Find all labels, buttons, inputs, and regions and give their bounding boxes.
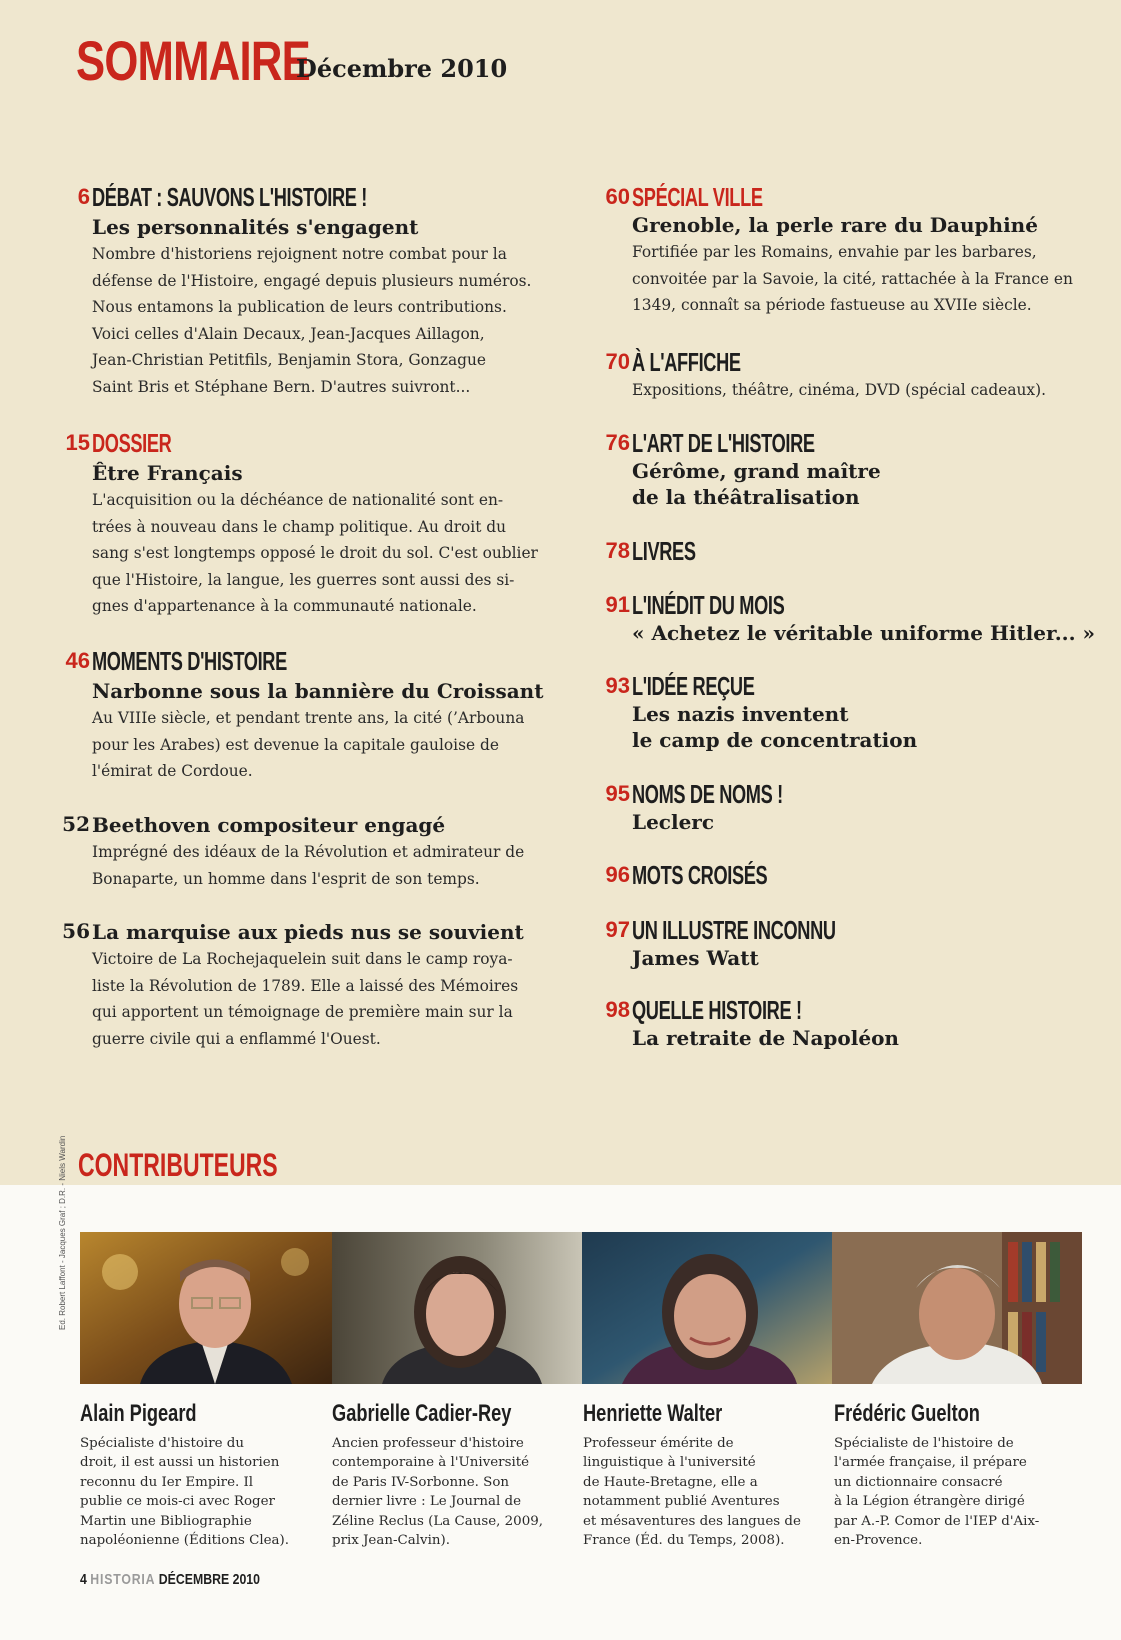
page-number: 60 xyxy=(605,184,630,209)
contributor-photo-cadier-rey xyxy=(332,1232,582,1384)
article-title: Grenoble, la perle rare du Dauphiné xyxy=(632,213,1038,237)
section-category: L'INÉDIT DU MOIS xyxy=(632,590,785,620)
bio-line: dernier livre : Le Journal de xyxy=(332,1494,522,1510)
section-category: DÉBAT : SAUVONS L'HISTOIRE ! xyxy=(92,182,367,212)
contributor-bio xyxy=(583,1434,815,1550)
desc-line: pour les Arabes) est devenue la capitale gauloise de xyxy=(92,735,499,754)
section-category: MOTS CROISÉS xyxy=(632,860,768,890)
contributor-photo-pigeard xyxy=(80,1232,332,1384)
bio-line: par A.-P. Comor de l'IEP d'Aix- xyxy=(834,1513,1040,1529)
desc-line: défense de l'Histoire, engagé depuis plusieurs numéros. xyxy=(92,271,532,290)
page-number: 76 xyxy=(605,430,630,455)
bio-line: France (Éd. du Temps, 2008). xyxy=(583,1533,785,1549)
article-title: de la théâtralisation xyxy=(632,485,860,509)
toc-entry-marquise[interactable] xyxy=(56,919,556,1059)
toc-entry-idee-recue[interactable] xyxy=(596,673,1096,753)
page-number: 98 xyxy=(605,997,630,1022)
article-title: James Watt xyxy=(632,946,759,970)
article-title: Les personnalités s'engagent xyxy=(92,215,419,239)
footer-page-number: 4 xyxy=(80,1571,87,1588)
section-category: SPÉCIAL VILLE xyxy=(632,182,763,212)
bio-line: et mésaventures des langues de xyxy=(583,1513,801,1529)
page-footer xyxy=(80,1571,260,1588)
page-number: 97 xyxy=(605,917,630,942)
contributor-photo-walter xyxy=(582,1232,832,1384)
contributor-photo-guelton xyxy=(832,1232,1082,1384)
desc-line: Fortifiée par les Romains, envahie par les barbares, xyxy=(632,243,1037,261)
bio-line: en-Provence. xyxy=(834,1533,923,1549)
desc-line: L'acquisition ou la déchéance de nationalité sont en- xyxy=(92,491,504,509)
footer-brand: HISTORIA xyxy=(90,1571,156,1588)
page-number: 78 xyxy=(605,538,630,563)
desc-line: qui apportent un témoignage de première main sur la xyxy=(92,1003,513,1021)
desc-line: l'émirat de Cordoue. xyxy=(92,762,253,780)
desc-line: Jean-Christian Petitfils, Benjamin Stora, Gonzague xyxy=(92,351,486,369)
contributor-card xyxy=(332,1400,564,1550)
toc-entry-moments[interactable] xyxy=(56,648,556,788)
article-title: le camp de concentration xyxy=(632,728,918,752)
contributor-card xyxy=(583,1400,815,1550)
toc-entry-special-ville[interactable] xyxy=(596,184,1096,324)
section-category: NOMS DE NOMS ! xyxy=(632,779,783,809)
article-title: Leclerc xyxy=(632,810,715,834)
section-category: À L'AFFICHE xyxy=(632,347,741,377)
desc-line: Victoire de La Rochejaquelein suit dans le camp roya- xyxy=(92,950,513,968)
section-category: L'IDÉE REÇUE xyxy=(632,671,755,701)
toc-entry-debat[interactable] xyxy=(56,184,556,404)
article-title: Beethoven compositeur engagé xyxy=(92,813,446,837)
bio-line: Ancien professeur d'histoire xyxy=(332,1436,524,1451)
article-title: La marquise aux pieds nus se souvient xyxy=(92,920,524,944)
bio-line: prix Jean-Calvin). xyxy=(332,1533,450,1549)
desc-line: 1349, connaît sa période fastueuse au XVIIe siècle. xyxy=(632,296,1032,314)
desc-line: Bonaparte, un homme dans l'esprit de son temps. xyxy=(92,869,480,888)
section-category: UN ILLUSTRE INCONNU xyxy=(632,915,836,945)
bio-line: notamment publié Aventures xyxy=(583,1494,780,1510)
article-title: Les nazis inventent xyxy=(632,702,849,726)
desc-line: Saint Bris et Stéphane Bern. D'autres suivront... xyxy=(92,377,471,396)
contributor-bio xyxy=(80,1434,312,1550)
bio-line: Zéline Reclus (La Cause, 2009, xyxy=(332,1513,543,1529)
page-number: 15 xyxy=(65,430,90,455)
desc-line: Au VIIIe siècle, et pendant trente ans, la cité (’Arbouna xyxy=(92,709,525,727)
desc-line: Expositions, théâtre, cinéma, DVD (spécial cadeaux). xyxy=(632,381,1046,399)
bio-line: de Paris IV-Sorbonne. Son xyxy=(332,1474,510,1490)
article-description xyxy=(92,705,524,785)
toc-entry-illustre[interactable] xyxy=(596,917,1096,977)
page-title: SOMMAIRE xyxy=(76,29,310,92)
desc-line: Nombre d'historiens rejoignent notre combat pour la xyxy=(92,245,507,263)
toc-entry-quelle-histoire[interactable] xyxy=(596,997,1096,1057)
bio-line: droit, il est aussi un historien xyxy=(80,1455,280,1471)
desc-line: Voici celles d'Alain Decaux, Jean-Jacques Aillagon, xyxy=(92,324,485,343)
desc-line: trées à nouveau dans le champ politique. Au droit du xyxy=(92,517,507,536)
article-description xyxy=(92,241,531,400)
section-category: QUELLE HISTOIRE ! xyxy=(632,995,802,1025)
page-number: 6 xyxy=(77,184,90,209)
desc-line: convoitée par la Savoie, la cité, rattachée à la France en xyxy=(632,269,1073,288)
bio-line: reconnu du Ier Empire. Il xyxy=(80,1474,254,1490)
contributor-name: Alain Pigeard xyxy=(80,1400,197,1427)
page-number: 56 xyxy=(62,919,90,943)
section-category: DOSSIER xyxy=(92,428,172,458)
bio-line: Martin une Bibliographie xyxy=(80,1513,252,1529)
contributor-card xyxy=(80,1400,312,1550)
bio-line: Spécialiste de l'histoire de xyxy=(834,1436,1014,1451)
desc-line: guerre civile qui a enflammé l'Ouest. xyxy=(92,1029,381,1048)
desc-line: sang s'est longtemps opposé le droit du sol. C'est oublier xyxy=(92,544,538,562)
article-title: Être Français xyxy=(92,461,243,485)
page-number: 91 xyxy=(605,592,630,617)
contributor-name: Frédéric Guelton xyxy=(834,1400,980,1427)
page-number: 46 xyxy=(65,648,90,673)
contributor-bio xyxy=(332,1434,564,1550)
bio-line: Spécialiste d'histoire du xyxy=(80,1436,244,1451)
article-title: Gérôme, grand maître xyxy=(632,459,881,483)
article-description xyxy=(92,487,538,620)
article-description xyxy=(92,946,518,1052)
contributors-heading: CONTRIBUTEURS xyxy=(78,1147,278,1183)
toc-entry-beethoven[interactable] xyxy=(56,812,556,902)
contributor-name: Henriette Walter xyxy=(583,1400,723,1427)
article-title: « Achetez le véritable uniforme Hitler... » xyxy=(632,621,1096,645)
bio-line: de Haute-Bretagne, elle a xyxy=(583,1474,758,1490)
bio-line: l'armée française, il prépare xyxy=(834,1455,1027,1471)
page-number: 96 xyxy=(605,862,630,887)
bio-line: un dictionnaire consacré xyxy=(834,1474,1003,1490)
page-number: 93 xyxy=(605,673,630,698)
contributor-card xyxy=(834,1400,1066,1550)
toc-entry-noms[interactable] xyxy=(596,781,1096,841)
bio-line: linguistique à l'université xyxy=(583,1455,756,1471)
toc-entry-affiche[interactable] xyxy=(596,349,1096,409)
contributor-bio xyxy=(834,1434,1066,1550)
article-title: Narbonne sous la bannière du Croissant xyxy=(92,679,544,703)
toc-entry-dossier[interactable] xyxy=(56,430,556,620)
bio-line: à la Légion étrangère dirigé xyxy=(834,1494,1025,1510)
page-number: 95 xyxy=(605,781,630,806)
photo-credit: Ed. Robert Laffont - Jacques Graf ; D.R. - Niels Wardin xyxy=(58,1135,67,1330)
toc-entry-livres[interactable] xyxy=(596,538,1096,568)
section-category: L'ART DE L'HISTOIRE xyxy=(632,428,815,458)
desc-line: gnes d'appartenance à la communauté nationale. xyxy=(92,597,477,615)
bio-line: contemporaine à l'Université xyxy=(332,1455,530,1471)
bio-line: publie ce mois-ci avec Roger xyxy=(80,1494,275,1510)
issue-date: Décembre 2010 xyxy=(296,54,508,83)
article-description xyxy=(92,839,524,892)
section-category: LIVRES xyxy=(632,536,696,566)
article-description xyxy=(632,377,1046,404)
contributor-name: Gabrielle Cadier-Rey xyxy=(332,1400,512,1427)
bio-line: Professeur émérite de xyxy=(583,1436,734,1451)
page-number: 52 xyxy=(62,812,90,836)
page-number: 70 xyxy=(605,349,630,374)
desc-line: Nous entamons la publication de leurs contributions. xyxy=(92,298,507,316)
desc-line: liste la Révolution de 1789. Elle a laissé des Mémoires xyxy=(92,976,519,995)
bio-line: napoléonienne (Éditions Clea). xyxy=(80,1533,290,1549)
section-category: MOMENTS D'HISTOIRE xyxy=(92,646,287,676)
article-title: La retraite de Napoléon xyxy=(632,1026,899,1050)
desc-line: que l'Histoire, la langue, les guerres sont aussi des si- xyxy=(92,570,515,589)
toc-entry-inedit[interactable] xyxy=(596,592,1096,652)
toc-entry-art[interactable] xyxy=(596,430,1096,510)
toc-entry-mots-croises[interactable] xyxy=(596,862,1096,892)
desc-line: Imprégné des idéaux de la Révolution et admirateur de xyxy=(92,843,525,861)
article-description xyxy=(632,239,1073,319)
footer-date: DÉCEMBRE 2010 xyxy=(158,1571,260,1588)
